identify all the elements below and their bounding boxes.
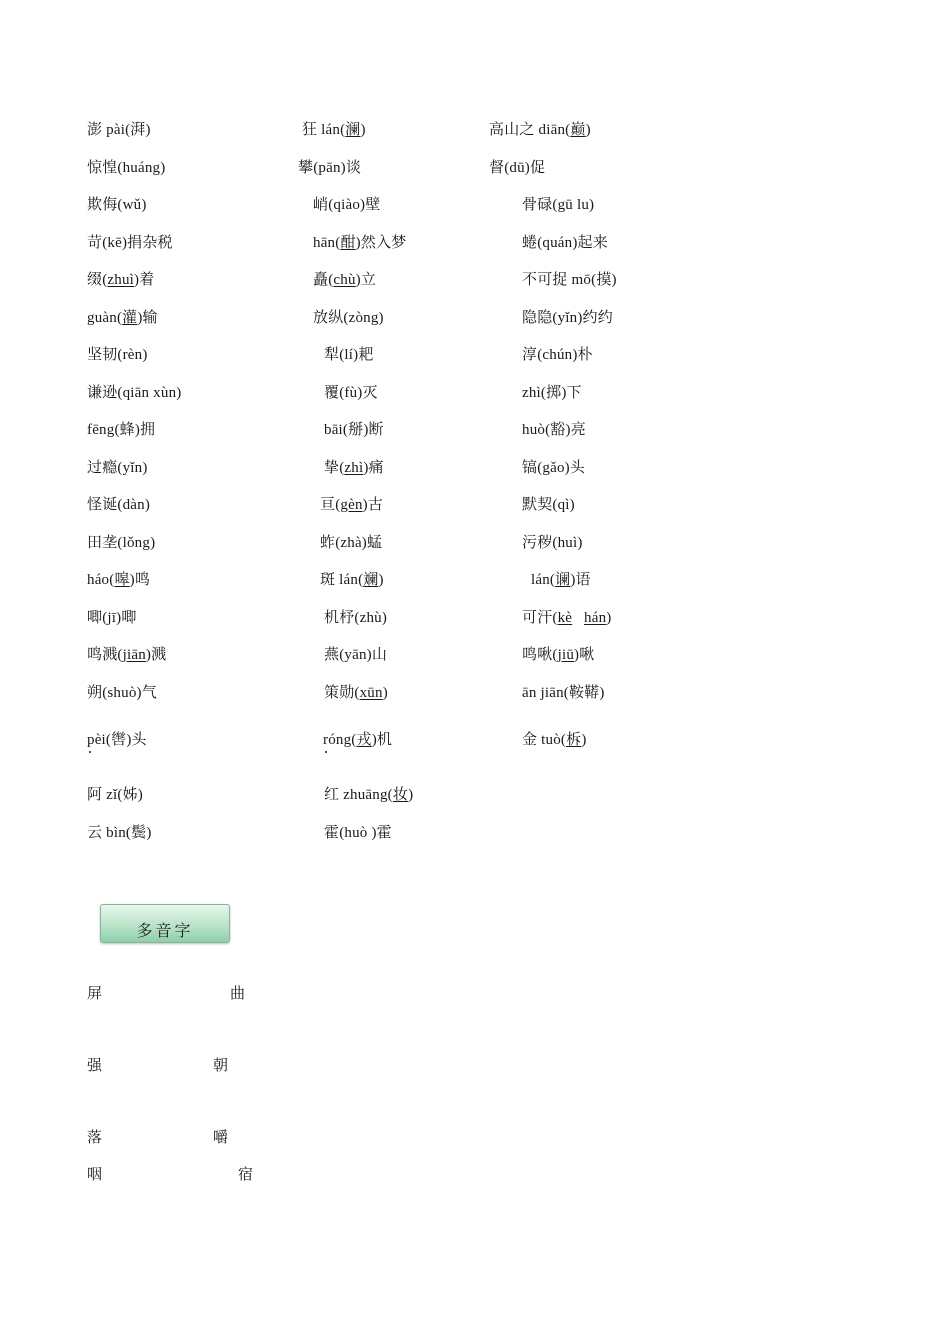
- vocab-entry: pèi(辔)头: [87, 732, 147, 748]
- vocab-entry: 峭(qiào)壁: [313, 197, 381, 213]
- vocab-entry: huò(豁)亮: [522, 422, 586, 438]
- polyphonic-char: 落: [87, 1130, 103, 1146]
- polyphonic-char: 朝: [213, 1058, 229, 1074]
- vocab-entry: 放纵(zòng): [313, 310, 384, 326]
- vocab-entry: hān(酣)然入梦: [313, 235, 407, 251]
- vocab-entry: 唧(jī)唧: [87, 610, 137, 626]
- vocab-entry: 不可捉 mō(摸): [522, 272, 617, 288]
- vocab-entry: 谦逊(qiān xùn): [87, 385, 182, 401]
- vocab-entry: 鸣啾(jiū)啾: [522, 647, 595, 663]
- vocab-entry: 缀(zhuì)着: [87, 272, 155, 288]
- vocab-entry: 督(dū)促: [489, 160, 546, 176]
- vocab-entry: zhì(掷)下: [522, 385, 582, 401]
- vocab-entry: 高山之 diān(巅): [489, 122, 591, 138]
- section-title: 多音字: [136, 923, 194, 940]
- emphasis-dot: [89, 751, 91, 753]
- vocab-entry: háo(嗥)鸣: [87, 572, 151, 588]
- vocab-entry: 阿 zǐ(姊): [87, 787, 143, 803]
- polyphonic-char: 嚼: [213, 1130, 229, 1146]
- polyphonic-char: 强: [87, 1058, 103, 1074]
- vocab-entry: 朔(shuò)气: [87, 685, 157, 701]
- vocab-entry: 霍(huò )霍: [324, 825, 392, 841]
- vocab-entry: 惊惶(huáng): [87, 160, 166, 176]
- vocab-entry: 燕(yān)山: [324, 647, 388, 663]
- vocab-entry: 隐隐(yǐn)约约: [522, 310, 613, 326]
- vocab-entry: 机杼(zhù): [324, 610, 388, 626]
- emphasis-dot: [325, 751, 327, 753]
- vocab-entry: 矗(chù)立: [313, 272, 377, 288]
- vocab-entry: 亘(gèn)古: [320, 497, 384, 513]
- vocab-entry: 怪诞(dàn): [87, 497, 151, 513]
- vocab-entry: 过瘾(yǐn): [87, 460, 148, 476]
- vocab-entry: 云 bìn(鬓): [87, 825, 152, 841]
- polyphonic-char: 咽: [87, 1167, 103, 1183]
- vocab-entry: 金 tuò(柝): [522, 732, 587, 748]
- vocab-entry: 斑 lán(斓): [320, 572, 384, 588]
- vocab-entry: 澎 pài(湃): [87, 122, 151, 138]
- vocab-entry: fēng(蜂)拥: [87, 422, 156, 438]
- vocab-entry: 淳(chún)朴: [522, 347, 593, 363]
- vocab-entry: 蜷(quán)起来: [522, 235, 608, 251]
- vocab-entry: 覆(fù)灭: [324, 385, 378, 401]
- vocab-entry: lán(谰)语: [531, 572, 591, 588]
- section-title-badge: [100, 904, 230, 943]
- vocab-entry: 可汗(kè hán): [522, 610, 612, 626]
- vocab-entry: guàn(灌)输: [87, 310, 158, 326]
- vocab-entry: 蚱(zhà)蜢: [320, 535, 383, 551]
- vocab-entry: 骨碌(gū lu): [522, 197, 595, 213]
- vocab-entry: 狂 lán(澜): [302, 122, 366, 138]
- vocab-entry: 田垄(lǒng): [87, 535, 156, 551]
- vocab-entry: 坚韧(rèn): [87, 347, 148, 363]
- vocab-entry: 策勋(xūn): [324, 685, 388, 701]
- vocab-entry: 攀(pān)谈: [298, 160, 362, 176]
- vocab-entry: ān jiān(鞍鞯): [522, 685, 605, 701]
- polyphonic-char: 屏: [87, 986, 103, 1002]
- vocab-entry: bāi(掰)断: [324, 422, 384, 438]
- vocab-entry: 红 zhuāng(妆): [324, 787, 414, 803]
- vocab-entry: róng(戎)机: [323, 732, 393, 748]
- vocab-entry: 镐(gǎo)头: [522, 460, 586, 476]
- polyphonic-char: 曲: [230, 986, 246, 1002]
- vocab-entry: 苛(kē)捐杂税: [87, 235, 173, 251]
- vocab-entry: 犁(lí)耙: [324, 347, 374, 363]
- vocab-entry: 默契(qì): [522, 497, 575, 513]
- polyphonic-char: 宿: [238, 1167, 254, 1183]
- vocab-entry: 挚(zhì)痛: [324, 460, 384, 476]
- vocab-entry: 鸣溅(jiān)溅: [87, 647, 167, 663]
- vocab-entry: 欺侮(wǔ): [87, 197, 147, 213]
- vocab-entry: 污秽(huì): [522, 535, 583, 551]
